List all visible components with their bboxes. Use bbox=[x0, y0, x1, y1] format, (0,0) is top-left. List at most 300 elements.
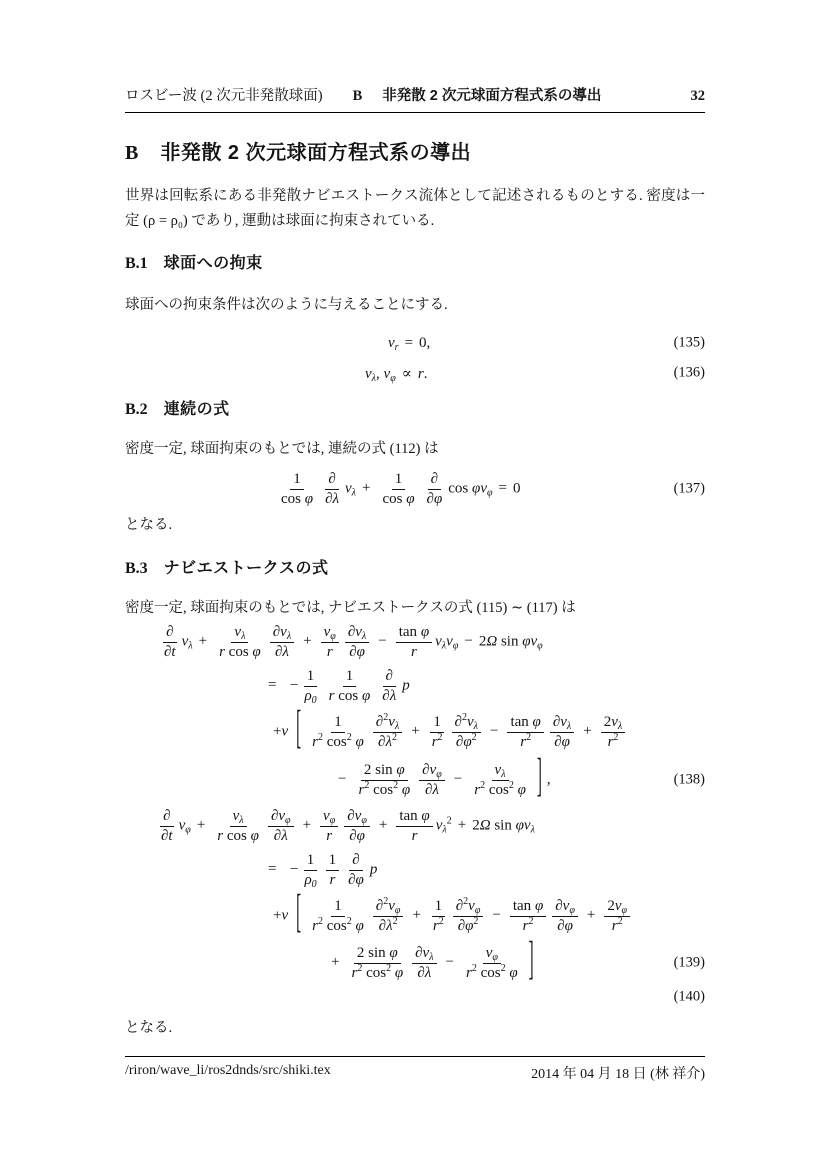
running-header bbox=[125, 84, 705, 113]
math-token: ∂φ bbox=[557, 917, 573, 934]
math-superscript: 2 bbox=[528, 915, 534, 927]
math-token: ρ bbox=[304, 871, 312, 888]
math-operator: + bbox=[411, 723, 420, 740]
section-number: B bbox=[125, 142, 139, 164]
math-token: φ bbox=[391, 964, 404, 981]
math-token: ∂v bbox=[347, 623, 362, 640]
math-token: ∂φ bbox=[457, 917, 474, 934]
math-token: cos bbox=[334, 687, 362, 704]
math-subscript: φ bbox=[474, 904, 481, 916]
b2-paragraph: 密度一定, 球面拘束のもとでは, 連続の式 (112) は bbox=[125, 441, 439, 457]
math-token: v bbox=[323, 623, 331, 640]
math-token: φ bbox=[406, 490, 415, 507]
equation-line bbox=[388, 335, 430, 352]
math-fraction bbox=[278, 470, 316, 509]
footer-file-path: /riron/wave_li/ros2dnds/src/shiki.tex bbox=[125, 1063, 331, 1078]
math-subscript: λ bbox=[429, 951, 434, 963]
math-token: + bbox=[273, 723, 282, 740]
math-bracket: [ bbox=[296, 705, 302, 756]
equation-line bbox=[273, 705, 628, 756]
math-token: cos bbox=[322, 917, 347, 934]
math-token: r bbox=[411, 827, 418, 844]
equation-number: (137) bbox=[673, 480, 705, 497]
math-token: cos bbox=[362, 964, 387, 981]
math-token: φ bbox=[532, 713, 541, 730]
math-token: ρ bbox=[304, 687, 312, 704]
math-subscript: 0 bbox=[311, 878, 317, 890]
math-token: Ω bbox=[479, 817, 491, 834]
math-token: φ bbox=[304, 490, 314, 507]
math-superscript: 2 bbox=[391, 731, 397, 743]
math-fraction bbox=[345, 851, 367, 890]
math-operator: + bbox=[302, 817, 312, 834]
math-token: v bbox=[468, 897, 475, 914]
math-token: + bbox=[273, 907, 282, 924]
math-token: 2 sin bbox=[363, 761, 397, 778]
math-subscript: φ bbox=[537, 640, 543, 652]
math-fraction bbox=[345, 623, 369, 662]
b1-paragraph: 球面への拘束条件は次のように与えることにする. bbox=[125, 297, 448, 313]
math-token: φ bbox=[421, 807, 430, 824]
math-superscript: 2 bbox=[617, 915, 623, 927]
subsection-title: ナビエストークスの式 bbox=[163, 560, 329, 577]
math-fraction bbox=[412, 944, 436, 983]
math-token: ∂λ bbox=[378, 733, 392, 750]
math-fraction bbox=[379, 667, 399, 706]
math-token: φ bbox=[534, 897, 544, 914]
math-token: cos bbox=[322, 733, 347, 750]
math-fraction bbox=[471, 761, 529, 800]
math-token: v bbox=[494, 761, 502, 778]
math-operator: + bbox=[196, 817, 206, 834]
equation-line bbox=[158, 623, 543, 662]
math-token: r bbox=[358, 781, 365, 798]
math-token: 2 bbox=[607, 897, 615, 914]
math-bracket: [ bbox=[296, 889, 302, 940]
math-subscript: φ bbox=[361, 814, 367, 826]
math-token: φ bbox=[250, 827, 259, 844]
math-subscript: φ bbox=[486, 487, 493, 499]
math-fraction bbox=[268, 807, 294, 846]
math-token: r bbox=[474, 781, 481, 798]
math-token: 2 bbox=[472, 817, 480, 834]
math-token: − bbox=[289, 677, 299, 694]
math-fraction bbox=[507, 713, 543, 752]
math-fraction bbox=[309, 897, 367, 936]
math-token: v bbox=[181, 633, 189, 650]
math-token: r bbox=[326, 827, 333, 844]
math-superscript: 2 bbox=[317, 915, 323, 927]
math-token: r bbox=[351, 964, 358, 981]
math-fraction bbox=[301, 667, 319, 706]
math-token: cos bbox=[448, 480, 472, 497]
math-operator: + bbox=[586, 907, 596, 924]
math-fraction bbox=[430, 897, 447, 936]
math-superscript: 2 bbox=[471, 962, 477, 974]
math-token: 2 sin bbox=[356, 944, 390, 961]
math-superscript: 2 bbox=[463, 895, 469, 907]
math-token: 1 bbox=[328, 851, 337, 868]
math-superscript: 2 bbox=[393, 779, 399, 791]
math-subscript: φ bbox=[569, 904, 575, 916]
math-token: ∂ bbox=[375, 897, 384, 914]
page bbox=[125, 0, 705, 1169]
page-footer bbox=[125, 1057, 705, 1083]
math-fraction bbox=[463, 944, 521, 983]
equation-line bbox=[262, 667, 410, 706]
math-subscript: λ bbox=[351, 487, 356, 499]
math-token: ∂λ bbox=[417, 964, 432, 981]
math-subscript: λ bbox=[530, 824, 535, 836]
math-token: ∂φ bbox=[349, 827, 365, 844]
equation-line bbox=[325, 936, 539, 987]
b3-closing-text: となる. bbox=[125, 1020, 173, 1036]
math-fraction bbox=[396, 623, 432, 662]
subsection-title: 球面への拘束 bbox=[163, 255, 263, 272]
math-token: ∂λ bbox=[382, 687, 397, 704]
math-fraction bbox=[322, 470, 342, 509]
math-subscript: φ bbox=[621, 904, 628, 916]
math-token: φ bbox=[420, 623, 430, 640]
math-token: ∂φ bbox=[554, 733, 570, 750]
math-token: ∂t bbox=[164, 643, 176, 660]
math-operator: + bbox=[412, 907, 421, 924]
math-fraction bbox=[453, 897, 484, 936]
math-operator: + bbox=[198, 633, 208, 650]
math-fraction bbox=[396, 807, 432, 846]
equation-group-constraint bbox=[125, 328, 705, 388]
math-subscript: λ bbox=[241, 630, 246, 642]
math-subscript: λ bbox=[394, 720, 400, 732]
math-token: ∂ bbox=[375, 713, 384, 730]
math-token: 0, bbox=[419, 334, 431, 351]
subsection-number: B.1 bbox=[125, 255, 148, 272]
math-token: 1 bbox=[334, 713, 342, 730]
math-token: r bbox=[520, 733, 527, 750]
equation-row bbox=[125, 705, 705, 756]
math-superscript: 2 bbox=[383, 711, 389, 723]
math-subscript: φ bbox=[492, 951, 498, 963]
math-token: 1 bbox=[433, 713, 441, 730]
subsection-number: B.2 bbox=[125, 401, 148, 418]
math-token: v bbox=[383, 365, 391, 382]
header-section-title: 非発散 2 次元球面方程式系の導出 bbox=[382, 88, 602, 104]
math-token: ∂λ bbox=[424, 781, 439, 798]
math-token: tan bbox=[399, 807, 422, 824]
math-superscript: 2 bbox=[346, 915, 352, 927]
math-fraction bbox=[161, 623, 179, 662]
math-fraction bbox=[321, 623, 339, 662]
math-operator: ∝ bbox=[401, 365, 412, 382]
math-superscript: 2 bbox=[471, 731, 477, 743]
math-subscript: φ bbox=[390, 372, 396, 384]
math-operator: − bbox=[492, 907, 501, 924]
math-token: p bbox=[369, 861, 378, 878]
math-fraction bbox=[216, 623, 264, 662]
math-token: v bbox=[232, 807, 240, 824]
math-token: φ bbox=[361, 687, 371, 704]
math-token: v bbox=[611, 713, 618, 730]
math-operator: + bbox=[583, 723, 592, 740]
math-token: v bbox=[614, 897, 622, 914]
math-token: ∂v bbox=[347, 807, 362, 824]
math-subscript: λ bbox=[501, 768, 506, 780]
subsection-title: 連続の式 bbox=[163, 401, 230, 418]
math-token: φ bbox=[351, 733, 364, 750]
math-superscript: 2 bbox=[392, 915, 398, 927]
math-subscript: λ bbox=[441, 640, 447, 652]
math-operator: = bbox=[268, 861, 277, 878]
math-token: v bbox=[485, 944, 493, 961]
math-superscript: 2 bbox=[473, 915, 479, 927]
math-token: , bbox=[376, 365, 384, 382]
math-subscript: φ bbox=[394, 904, 401, 916]
math-token: tan bbox=[398, 623, 421, 640]
math-token: cos bbox=[224, 643, 253, 660]
equation-number: (139) bbox=[673, 954, 705, 971]
footer-date: 2014 年 04 月 18 日 (林 祥介) bbox=[531, 1067, 705, 1082]
math-token: r bbox=[466, 964, 472, 981]
math-token: ∂φ bbox=[426, 490, 443, 507]
math-token: ∂v bbox=[555, 897, 570, 914]
equation-row bbox=[125, 986, 705, 1008]
math-token: sin bbox=[497, 633, 523, 650]
math-operator: − bbox=[453, 771, 463, 788]
math-fraction bbox=[452, 713, 481, 752]
math-token: v bbox=[388, 713, 395, 730]
subsection-b2-heading bbox=[125, 396, 705, 419]
math-operator: = bbox=[404, 334, 414, 351]
math-operator: − bbox=[464, 633, 473, 650]
math-subscript: φ bbox=[436, 768, 442, 780]
math-token: p bbox=[402, 677, 410, 694]
math-token: tan bbox=[512, 897, 535, 914]
math-token: ∂ bbox=[385, 667, 393, 684]
math-fraction bbox=[348, 944, 406, 983]
subsection-number: B.3 bbox=[125, 560, 148, 577]
equation-line bbox=[273, 889, 633, 940]
math-token: cos bbox=[382, 490, 407, 507]
math-token: ∂ bbox=[352, 851, 360, 868]
math-operator: − bbox=[378, 633, 387, 650]
equation-row bbox=[125, 936, 705, 987]
math-token: r bbox=[411, 643, 417, 660]
math-token: ∂λ bbox=[274, 643, 289, 660]
math-subscript: λ bbox=[566, 720, 572, 732]
math-subscript: φ bbox=[185, 824, 191, 836]
math-token: ∂φ bbox=[455, 733, 472, 750]
math-fraction bbox=[604, 897, 630, 936]
math-token: ∂v bbox=[415, 944, 430, 961]
equation-row bbox=[125, 620, 705, 664]
math-bracket: ] bbox=[528, 936, 534, 987]
math-subscript: φ bbox=[452, 640, 459, 652]
math-superscript: 2 bbox=[613, 731, 619, 743]
math-superscript: 2 bbox=[346, 731, 352, 743]
math-subscript: λ bbox=[617, 720, 623, 732]
math-superscript: 2 bbox=[357, 962, 363, 974]
math-subscript: 0 bbox=[311, 694, 317, 706]
math-superscript: 2 bbox=[526, 731, 532, 743]
equation-row bbox=[125, 328, 705, 358]
math-fraction bbox=[373, 713, 402, 752]
math-token: ∂v bbox=[422, 761, 437, 778]
math-token: r bbox=[611, 917, 618, 934]
math-token: r bbox=[219, 643, 225, 660]
math-fraction bbox=[373, 897, 404, 936]
math-fraction bbox=[424, 470, 446, 509]
math-token: ∂ bbox=[163, 807, 171, 824]
math-superscript: 2 bbox=[508, 779, 514, 791]
math-token: φ bbox=[396, 761, 405, 778]
math-superscript: 2 bbox=[446, 815, 452, 827]
header-section-number: B bbox=[352, 88, 363, 104]
math-token: v bbox=[435, 633, 442, 650]
equation-group-navier-stokes bbox=[125, 620, 705, 1008]
math-fraction bbox=[552, 897, 578, 936]
b3-paragraph: 密度一定, 球面拘束のもとでは, ナビエストークスの式 (115) ∼ (117) は bbox=[125, 600, 576, 616]
math-token: r bbox=[312, 733, 318, 750]
math-token: ∂ bbox=[328, 470, 336, 487]
math-token: 1 bbox=[334, 897, 342, 914]
math-token: ∂ bbox=[455, 897, 464, 914]
math-token: ν bbox=[281, 907, 289, 924]
math-operator: = bbox=[498, 480, 507, 497]
math-fraction bbox=[309, 713, 367, 752]
math-fraction bbox=[326, 851, 340, 890]
math-token: ∂t bbox=[161, 827, 173, 844]
math-token: ∂ bbox=[454, 713, 462, 730]
math-token: φ bbox=[398, 781, 411, 798]
header-left: ロスビー波 (2 次元非発散球面) bbox=[125, 88, 323, 104]
math-fraction bbox=[301, 851, 319, 890]
math-token: r bbox=[432, 917, 439, 934]
math-operator: + bbox=[457, 817, 467, 834]
equation-row bbox=[125, 466, 705, 512]
math-token: r bbox=[326, 643, 333, 660]
math-subscript: λ bbox=[442, 824, 447, 836]
math-token: 1 bbox=[394, 470, 403, 487]
math-operator: + bbox=[378, 817, 388, 834]
math-token: φ bbox=[505, 964, 518, 981]
math-token: ∂v bbox=[552, 713, 567, 730]
math-token: r bbox=[217, 827, 224, 844]
math-fraction bbox=[429, 713, 446, 752]
math-bracket: ] bbox=[536, 753, 542, 804]
math-token: ∂v bbox=[272, 623, 287, 640]
page-number: 32 bbox=[690, 88, 705, 104]
equation-number: (136) bbox=[673, 364, 705, 381]
math-subscript: λ bbox=[473, 720, 478, 732]
math-superscript: 2 bbox=[461, 711, 467, 723]
math-token: r bbox=[607, 733, 614, 750]
math-fraction bbox=[320, 807, 338, 846]
equation-row bbox=[125, 358, 705, 388]
math-operator: − bbox=[338, 771, 347, 788]
equation-line bbox=[332, 753, 551, 804]
math-superscript: 2 bbox=[383, 895, 389, 907]
math-superscript: 2 bbox=[317, 731, 323, 743]
math-token: cos bbox=[476, 964, 501, 981]
math-token: , bbox=[546, 771, 551, 788]
math-token: v bbox=[466, 713, 474, 730]
math-token: ∂ bbox=[430, 470, 439, 487]
math-fraction bbox=[601, 713, 626, 752]
math-token: cos bbox=[369, 781, 394, 798]
math-fraction bbox=[419, 761, 445, 800]
equation-line bbox=[262, 851, 377, 890]
math-fraction bbox=[510, 897, 546, 936]
section-title: 非発散 2 次元球面方程式系の導出 bbox=[160, 142, 472, 164]
math-token: 1 bbox=[434, 897, 443, 914]
math-token: − bbox=[289, 861, 299, 878]
math-operator: = bbox=[268, 677, 277, 694]
math-subscript: φ bbox=[329, 814, 336, 826]
math-token: r bbox=[329, 871, 336, 888]
equation-line bbox=[365, 364, 427, 383]
math-token: ∂λ bbox=[378, 917, 393, 934]
math-superscript: 2 bbox=[364, 779, 370, 791]
subsection-b1-heading bbox=[125, 250, 705, 273]
math-subscript: λ bbox=[361, 630, 367, 642]
math-token: tan bbox=[510, 713, 533, 730]
math-token: r bbox=[328, 687, 335, 704]
math-token: v bbox=[446, 633, 453, 650]
math-token: 0 bbox=[513, 480, 521, 497]
math-token: v bbox=[234, 623, 242, 640]
math-token: v bbox=[480, 480, 487, 497]
math-fraction bbox=[326, 667, 374, 706]
math-token: φ bbox=[389, 944, 398, 961]
equation-row bbox=[125, 848, 705, 892]
equation-group-continuity bbox=[125, 466, 705, 512]
math-token: v bbox=[388, 334, 395, 351]
math-superscript: 2 bbox=[500, 962, 506, 974]
math-token: r bbox=[522, 917, 529, 934]
math-subscript: λ bbox=[239, 814, 244, 826]
math-fraction bbox=[355, 761, 413, 800]
math-token: 1 bbox=[293, 470, 301, 487]
math-token: cos bbox=[281, 490, 305, 507]
math-operator: + bbox=[303, 633, 312, 650]
math-token: 1 bbox=[306, 667, 315, 684]
math-operator: + bbox=[362, 480, 371, 497]
math-token: sin bbox=[490, 817, 516, 834]
math-fraction bbox=[214, 807, 262, 846]
math-operator: + bbox=[331, 954, 340, 971]
math-token: v bbox=[178, 817, 186, 834]
math-token: φ bbox=[513, 781, 526, 798]
math-token: φ bbox=[351, 917, 364, 934]
math-subscript: λ bbox=[188, 640, 193, 652]
math-token: 1 bbox=[345, 667, 354, 684]
math-fraction bbox=[550, 713, 574, 752]
math-token: ν bbox=[281, 723, 289, 740]
math-token: r bbox=[312, 917, 318, 934]
math-token: ∂λ bbox=[325, 490, 339, 507]
math-token: v bbox=[323, 807, 330, 824]
b2-closing-text: となる. bbox=[125, 517, 173, 533]
equation-line bbox=[275, 470, 521, 509]
math-token: cos bbox=[223, 827, 251, 844]
math-fraction bbox=[344, 807, 370, 846]
math-subscript: φ bbox=[330, 630, 336, 642]
math-token: v bbox=[435, 817, 443, 834]
math-fraction bbox=[158, 807, 176, 846]
math-operator: − bbox=[489, 723, 499, 740]
math-fraction bbox=[270, 623, 294, 662]
math-token: v bbox=[388, 897, 395, 914]
